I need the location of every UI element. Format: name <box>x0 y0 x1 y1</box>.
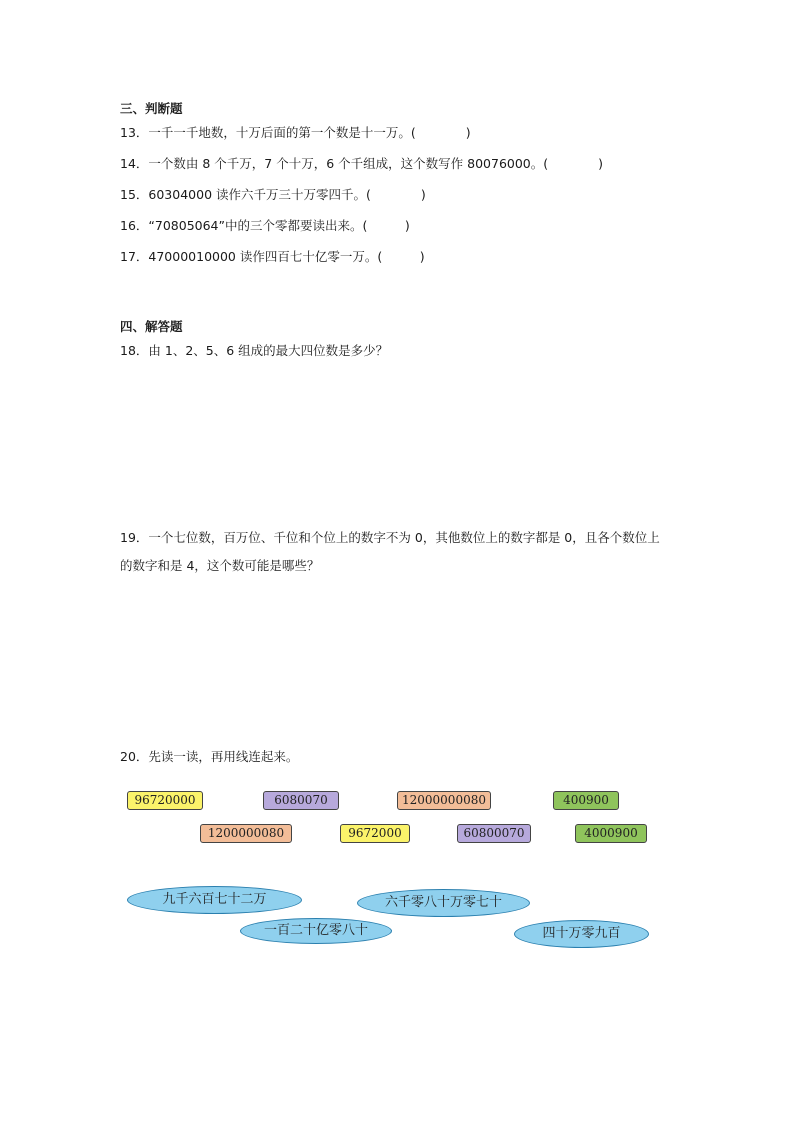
question-20: 20．先读一读，再用线连起来。 <box>120 749 299 764</box>
number-box[interactable]: 60800070 <box>457 824 531 843</box>
number-box[interactable]: 96720000 <box>127 791 203 810</box>
question-15: 15．60304000 读作六千万三十万零四千。( ) <box>120 187 426 202</box>
reading-oval[interactable]: 四十万零九百 <box>514 920 649 948</box>
section-3-title: 三、判断题 <box>120 101 183 116</box>
number-box[interactable]: 1200000080 <box>200 824 292 843</box>
question-19: 19．一个七位数，百万位、千位和个位上的数字不为 0，其他数位上的数字都是 0，且各个数位上的数字和是 4，这个数可能是哪些？ <box>120 530 660 573</box>
question-13: 13．一千一千地数，十万后面的第一个数是十一万。( ) <box>120 125 471 140</box>
number-box[interactable]: 9672000 <box>340 824 410 843</box>
reading-oval[interactable]: 九千六百七十二万 <box>127 886 302 914</box>
number-box[interactable]: 400900 <box>553 791 619 810</box>
number-box[interactable]: 6080070 <box>263 791 339 810</box>
reading-oval[interactable]: 一百二十亿零八十 <box>240 918 392 944</box>
question-18: 18．由 1、2、5、6 组成的最大四位数是多少？ <box>120 343 389 358</box>
section-4-title: 四、解答题 <box>120 319 183 334</box>
number-box[interactable]: 12000000080 <box>397 791 491 810</box>
question-17: 17．47000010000 读作四百七十亿零一万。( ) <box>120 249 425 264</box>
question-16: 16．“70805064”中的三个零都要读出来。( ) <box>120 218 410 233</box>
reading-oval[interactable]: 六千零八十万零七十 <box>357 889 530 917</box>
number-box[interactable]: 4000900 <box>575 824 647 843</box>
question-14: 14．一个数由 8 个千万，7 个十万，6 个千组成，这个数写作 80076000。( ) <box>120 156 604 171</box>
